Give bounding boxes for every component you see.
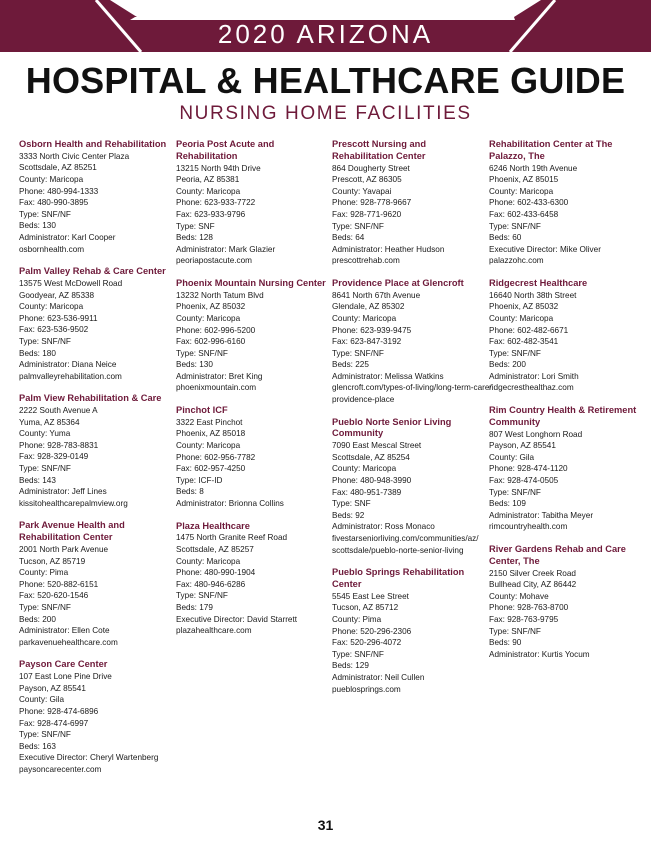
facility-detail: County: Maricopa [489, 313, 554, 323]
facility-entry [176, 405, 326, 510]
facility-detail: Fax: 602-957-4250 [176, 464, 246, 474]
facility-entry [332, 417, 482, 557]
facility-name: Rim Country Health & Retirement Community [489, 405, 637, 427]
guide-title: HOSPITAL & HEALTHCARE GUIDE [25, 60, 626, 101]
facility-detail: Tucson, AZ 85712 [332, 603, 399, 613]
facility-detail: Phone: 480-990-1904 [176, 568, 256, 578]
facility-detail: Beds: 92 [332, 510, 365, 520]
facility-detail: Administrator: Melissa Watkins [332, 371, 444, 381]
facility-detail: Phone: 480-994-1333 [19, 186, 99, 196]
facility-detail: County: Maricopa [176, 313, 241, 323]
facility-detail: 13232 North Tatum Blvd [176, 290, 264, 300]
facility-detail: Type: SNF [332, 499, 371, 509]
facility-detail: Administrator: Karl Cooper [19, 232, 116, 242]
column-2 [176, 139, 326, 648]
facility-detail: Administrator: Heather Hudson [332, 244, 445, 254]
facility-entry [176, 139, 326, 267]
facility-entry [489, 405, 639, 533]
facility-detail: Type: SNF/NF [19, 602, 71, 612]
facility-entry [332, 277, 492, 406]
facility-detail: palmvalleyrehabilitation.com [19, 371, 122, 381]
facility-detail: Administrator: Ross Monaco [332, 522, 435, 532]
facility-name: Palm View Rehabilitation & Care [19, 393, 162, 404]
facility-detail: Goodyear, AZ 85338 [19, 290, 95, 300]
facility-detail: Type: SNF/NF [176, 348, 228, 358]
facility-detail: County: Gila [19, 695, 65, 705]
facility-detail: 7090 East Mescal Street [332, 441, 422, 451]
facility-detail: Beds: 128 [176, 233, 213, 243]
facility-detail: Fax: 928-763-9795 [489, 614, 559, 624]
facility-detail: 864 Dougherty Street [332, 163, 410, 173]
facility-detail: County: Maricopa [332, 464, 397, 474]
facility-detail: Phoenix, AZ 85015 [489, 175, 559, 185]
facility-detail: County: Pima [332, 614, 382, 624]
facility-detail: Type: SNF [176, 221, 215, 231]
facility-detail: Fax: 480-990-3895 [19, 198, 89, 208]
facility-detail: Type: SNF/NF [489, 487, 541, 497]
facility-detail: County: Maricopa [19, 174, 84, 184]
facility-name: Phoenix Mountain Nursing Center [176, 277, 326, 288]
facility-entry [19, 139, 169, 255]
facility-detail: Fax: 928-474-6997 [19, 718, 89, 728]
facility-detail: Phone: 928-474-6896 [19, 706, 99, 716]
facility-detail: Beds: 180 [19, 348, 56, 358]
facility-detail: County: Mohave [489, 591, 549, 601]
facility-detail: Phone: 602-433-6300 [489, 198, 569, 208]
facility-detail: Phone: 623-939-9475 [332, 325, 412, 335]
facility-name: Peoria Post Acute and Rehabilitation [176, 139, 275, 161]
facility-detail: Payson, AZ 85541 [19, 683, 86, 693]
facility-detail: Type: SNF/NF [489, 348, 541, 358]
facility-detail: Administrator: Tabitha Meyer [489, 510, 594, 520]
facility-detail: 107 East Lone Pine Drive [19, 672, 112, 682]
facility-detail: fivestarseniorliving.com/communities/az/ [332, 534, 479, 544]
facility-name: Palm Valley Rehab & Care Center [19, 266, 166, 277]
facility-detail: Fax: 480-946-6286 [176, 579, 246, 589]
facility-detail: 13215 North 94th Drive [176, 163, 261, 173]
facility-detail: Type: SNF/NF [19, 464, 71, 474]
facility-detail: Fax: 623-933-9796 [176, 209, 246, 219]
facility-detail: County: Maricopa [489, 186, 554, 196]
facility-entry [176, 521, 326, 637]
facility-detail: Administrator: Ellen Cote [19, 626, 110, 636]
facility-detail: Fax: 602-996-6160 [176, 337, 246, 347]
facility-detail: 2222 South Avenue A [19, 406, 98, 416]
facility-entry [19, 393, 169, 509]
facility-detail: kissitohealthcarepalmview.org [19, 498, 128, 508]
facility-detail: Administrator: Bret King [176, 371, 263, 381]
facility-detail: Phoenix, AZ 85032 [176, 302, 246, 312]
facility-entry [332, 567, 482, 695]
facility-detail: Beds: 225 [332, 360, 369, 370]
facility-detail: Phone: 623-933-7722 [176, 198, 256, 208]
facility-detail: Fax: 623-536-9502 [19, 325, 89, 335]
facility-detail: 13575 West McDowell Road [19, 278, 123, 288]
facility-detail: Type: SNF/NF [332, 649, 384, 659]
facility-name: Ridgecrest Healthcare [489, 277, 588, 288]
column-1 [19, 139, 169, 787]
facility-detail: Fax: 602-482-3541 [489, 337, 559, 347]
facility-detail: Beds: 8 [176, 487, 204, 497]
facility-detail: Type: SNF/NF [19, 336, 71, 346]
facility-detail: Prescott, AZ 86305 [332, 175, 402, 185]
facility-detail: palazzohc.com [489, 256, 544, 266]
facility-detail: Administrator: Diana Neice [19, 360, 117, 370]
facility-name: Rehabilitation Center at The Palazzo, The [489, 139, 613, 161]
facility-detail: Phone: 520-882-6151 [19, 579, 99, 589]
facility-detail: Beds: 90 [489, 638, 522, 648]
facility-entry [19, 266, 169, 382]
facility-detail: 807 West Longhorn Road [489, 429, 583, 439]
facility-detail: Phone: 602-482-6671 [489, 325, 569, 335]
facility-detail: Administrator: Neil Cullen [332, 672, 425, 682]
facility-name: Osborn Health and Rehabilitation [19, 139, 167, 149]
facility-detail: Scottsdale, AZ 85257 [176, 545, 254, 555]
facility-detail: Administrator: Kurtis Yocum [489, 649, 590, 659]
facility-detail: Fax: 928-474-0505 [489, 476, 559, 486]
facility-detail: Beds: 200 [19, 614, 56, 624]
facility-detail: Executive Director: Cheryl Wartenberg [19, 753, 159, 763]
facility-detail: Phone: 928-763-8700 [489, 603, 569, 613]
facility-detail: Peoria, AZ 85381 [176, 175, 240, 185]
facility-detail: pueblosprings.com [332, 684, 401, 694]
facility-entry [489, 544, 639, 660]
facility-detail: rimcountryhealth.com [489, 522, 568, 532]
facility-detail: Phone: 623-536-9911 [19, 313, 98, 323]
facility-detail: Type: SNF/NF [332, 221, 384, 231]
facility-detail: Beds: 143 [19, 475, 56, 485]
facility-detail: osbornhealth.com [19, 244, 85, 254]
facility-detail: Fax: 928-329-0149 [19, 452, 89, 462]
facility-detail: Phoenix, AZ 85018 [176, 429, 246, 439]
header-banner [0, 0, 651, 58]
facility-detail: Beds: 64 [332, 233, 365, 243]
facility-detail: Phone: 602-996-5200 [176, 325, 256, 335]
facility-name: River Gardens Rehab and Care Center, The [489, 544, 626, 566]
facility-detail: County: Maricopa [176, 441, 241, 451]
facility-detail: County: Pima [19, 568, 69, 578]
section-title: NURSING HOME FACILITIES [179, 103, 472, 124]
facility-detail: Tucson, AZ 85719 [19, 556, 86, 566]
facility-detail: 3333 North Civic Center Plaza [19, 151, 130, 161]
facility-detail: Beds: 60 [489, 233, 522, 243]
facility-detail: Administrator: Mark Glazier [176, 244, 276, 254]
facility-detail: Yuma, AZ 85364 [19, 417, 80, 427]
facility-detail: Type: SNF/NF [489, 626, 541, 636]
facility-columns [19, 139, 639, 811]
facility-detail: Administrator: Brionna Collins [176, 499, 284, 509]
facility-detail: 2001 North Park Avenue [19, 545, 109, 555]
facility-detail: Payson, AZ 85541 [489, 441, 556, 451]
facility-detail: County: Maricopa [19, 302, 84, 312]
facility-detail: providence-place [332, 395, 395, 405]
column-4 [489, 139, 639, 671]
facility-detail: Glendale, AZ 85302 [332, 302, 405, 312]
facility-detail: County: Gila [489, 452, 535, 462]
facility-name: Payson Care Center [19, 659, 108, 670]
facility-detail: Fax: 520-296-4072 [332, 638, 402, 648]
facility-detail: County: Maricopa [332, 313, 397, 323]
column-3 [332, 139, 492, 706]
facility-detail: Beds: 200 [489, 360, 526, 370]
facility-entry [19, 659, 169, 775]
facility-detail: plazahealthcare.com [176, 626, 252, 636]
facility-detail: paysoncarecenter.com [19, 764, 102, 774]
facility-detail: 1475 North Granite Reef Road [176, 533, 288, 543]
facility-detail: Administrator: Jeff Lines [19, 487, 107, 497]
facility-detail: Type: SNF/NF [19, 209, 71, 219]
facility-entry [489, 139, 639, 267]
facility-detail: Beds: 109 [489, 499, 526, 509]
facility-detail: Beds: 129 [332, 661, 369, 671]
facility-detail: Administrator: Lori Smith [489, 371, 579, 381]
facility-detail: Beds: 130 [176, 360, 213, 370]
facility-detail: glencroft.com/types-of-living/long-term-care/ [332, 383, 492, 393]
facility-detail: Executive Director: Mike Oliver [489, 244, 601, 254]
facility-name: Pueblo Springs Rehabilitation Center [332, 567, 465, 589]
facility-entry [489, 278, 639, 394]
facility-detail: Scottsdale, AZ 85254 [332, 452, 410, 462]
facility-detail: Fax: 623-847-3192 [332, 337, 402, 347]
facility-detail: Fax: 602-433-6458 [489, 209, 559, 219]
facility-name: Park Avenue Health and Rehabilitation Center [19, 520, 125, 543]
facility-detail: Beds: 130 [19, 221, 56, 231]
facility-detail: Fax: 520-620-1546 [19, 591, 89, 601]
facility-detail: 16640 North 38th Street [489, 290, 577, 300]
facility-entry [332, 139, 482, 267]
facility-detail: County: Yavapai [332, 186, 392, 196]
facility-detail: County: Maricopa [176, 556, 241, 566]
facility-detail: Scottsdale, AZ 85251 [19, 163, 97, 173]
facility-detail: 2150 Silver Creek Road [489, 568, 576, 578]
facility-detail: Phone: 480-948-3990 [332, 476, 412, 486]
facility-detail: Phone: 928-783-8831 [19, 440, 99, 450]
facility-detail: Phoenix, AZ 85032 [489, 302, 559, 312]
facility-detail: Phone: 602-956-7782 [176, 452, 256, 462]
facility-detail: Executive Director: David Starrett [176, 614, 298, 624]
facility-detail: Phone: 928-474-1120 [489, 464, 568, 474]
facility-detail: County: Maricopa [176, 186, 241, 196]
facility-name: Providence Place at Glencroft [332, 277, 464, 288]
facility-entry [176, 278, 326, 394]
facility-name: Prescott Nursing and Rehabilitation Center [332, 139, 427, 161]
facility-detail: Type: ICF-ID [176, 475, 223, 485]
facility-detail: prescottrehab.com [332, 256, 400, 266]
facility-detail: Beds: 163 [19, 741, 56, 751]
facility-entry [19, 520, 169, 648]
facility-detail: Phone: 520-296-2306 [332, 626, 412, 636]
facility-name: Pinchot ICF [176, 405, 228, 416]
facility-detail: peoriapostacute.com [176, 256, 253, 266]
facility-detail: Type: SNF/NF [489, 221, 541, 231]
facility-detail: 5545 East Lee Street [332, 591, 409, 601]
facility-detail: Type: SNF/NF [332, 348, 384, 358]
year-title: 2020 ARIZONA [217, 19, 434, 49]
facility-detail: Type: SNF/NF [19, 730, 71, 740]
facility-detail: 6246 North 19th Avenue [489, 163, 578, 173]
facility-detail: Type: SNF/NF [176, 591, 228, 601]
facility-detail: ridgecresthealthaz.com [489, 383, 574, 393]
facility-detail: parkavenuehealthcare.com [19, 637, 118, 647]
facility-detail: Fax: 928-771-9620 [332, 209, 402, 219]
facility-name: Pueblo Norte Senior Living Community [332, 416, 452, 439]
facility-detail: 8641 North 67th Avenue [332, 290, 421, 300]
page-number: 31 [317, 817, 334, 833]
facility-detail: Beds: 179 [176, 602, 213, 612]
facility-name: Plaza Healthcare [176, 520, 250, 531]
facility-detail: phoenixmountain.com [176, 383, 257, 393]
facility-detail: Bullhead City, AZ 86442 [489, 580, 577, 590]
facility-detail: Fax: 480-951-7389 [332, 487, 402, 497]
facility-detail: scottsdale/pueblo-norte-senior-living [332, 545, 464, 555]
facility-detail: 3322 East Pinchot [176, 417, 243, 427]
facility-detail: County: Yuma [19, 429, 71, 439]
facility-detail: Phone: 928-778-9667 [332, 198, 412, 208]
